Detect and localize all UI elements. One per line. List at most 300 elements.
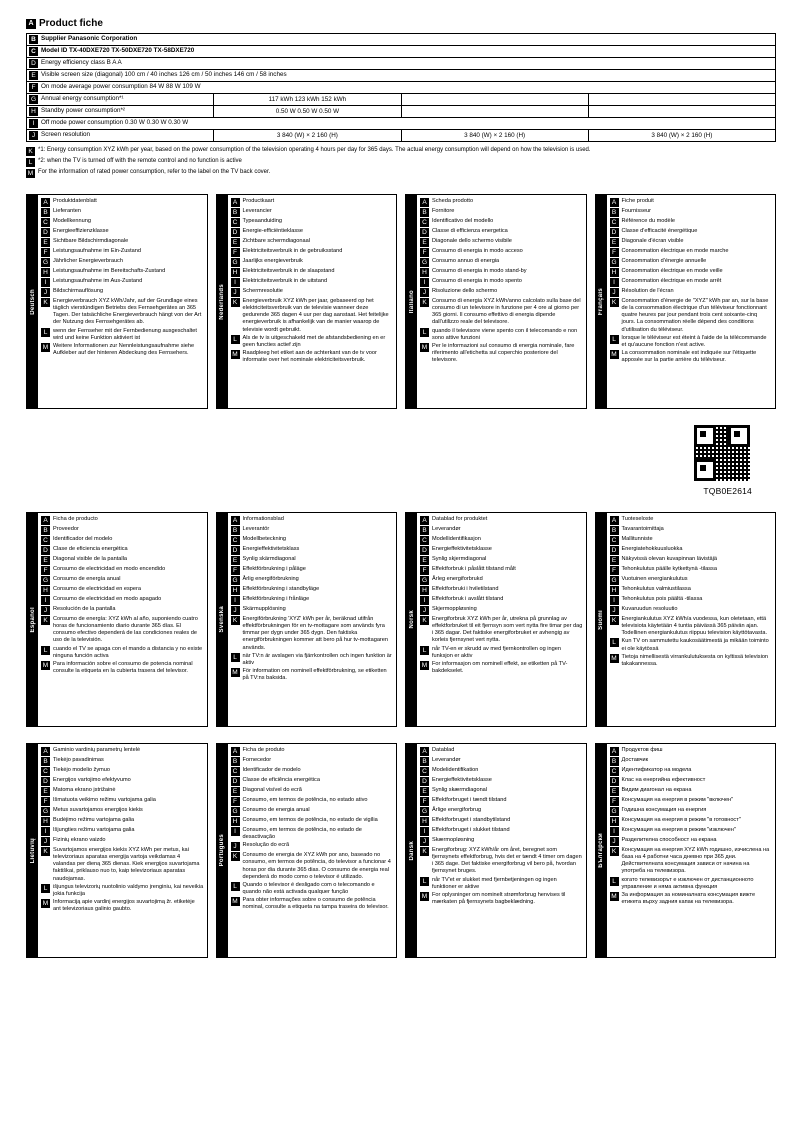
list-item [231, 817, 394, 826]
item-badge: J [41, 288, 50, 297]
item-badge: J [420, 837, 429, 846]
item-badge: C [231, 536, 240, 545]
item-badge: H [420, 586, 429, 595]
item-text: Para obter informações sobre o consumo de potência nominal, consulte a etiqueta na tampa traseira do televisor. [242, 897, 389, 911]
item-badge: G [611, 808, 617, 815]
list-item [610, 208, 773, 217]
list-item [231, 228, 394, 237]
list-item [610, 526, 773, 535]
list-item [420, 238, 583, 247]
list-item [41, 298, 204, 327]
list-item [420, 837, 583, 846]
item-text: Suvartojamos energijos kiekis XYZ kWh per metus, kai televizoriaus aparatas energija vartoja veikdamas 4 valandas per dieną 365 dienas. Kiek energijos suvartojama faktiškai, priklauso nuo to, kaip televizoriaus aparatas naudojamas. [53, 847, 200, 882]
list-item [41, 536, 204, 545]
item-text: Identificativo del modello [432, 218, 494, 224]
item-badge: B [41, 757, 50, 766]
item-badge: A [41, 198, 50, 207]
item-badge: D [610, 228, 619, 237]
list-item [420, 877, 583, 891]
language-block [216, 743, 398, 958]
language-block [405, 512, 587, 727]
row-label: Visible screen size (diagonal) 100 cm / 40 inches 126 cm / 50 inches 146 cm / 58 inches [41, 71, 287, 78]
list-item [41, 777, 204, 786]
item-badge: A [420, 747, 429, 756]
list-item [41, 526, 204, 535]
language-name: Português [219, 834, 225, 867]
item-text: Leverancier [242, 208, 272, 214]
item-badge: G [232, 808, 238, 815]
item-text: Идентификатор на модела [621, 767, 692, 773]
list-item [420, 576, 583, 585]
item-text: За информация за номиналната консумация вижте етикета върху задния капак на телевизора. [621, 891, 756, 906]
item-badge: H [420, 817, 429, 826]
item-text: Diagonale dello schermo visibile [432, 238, 512, 244]
list-item [231, 596, 394, 605]
item-text: Effektforbruget i slukket tilstand [432, 827, 510, 833]
item-text: Gaminio vardinių parametrų lentelė [53, 747, 141, 753]
item-badge: C [610, 218, 619, 227]
language-block [595, 743, 777, 958]
language-tab [596, 513, 607, 726]
list-item [41, 586, 204, 595]
item-badge: I [420, 596, 429, 605]
item-text: Consumo di energia XYZ kWh/anno calcolato sulla base del consumo di un televisore in funzione per 4 ore al giorno per 365 giorni. Il consumo effettivo di energia dipende dall'utilizzo reale del televisore. [432, 298, 581, 326]
list-item [420, 228, 583, 237]
list-item [41, 757, 204, 766]
list-item [231, 606, 394, 615]
qr-area [26, 423, 776, 496]
item-text: Produktdatenblatt [53, 198, 97, 204]
item-badge: I [610, 827, 619, 836]
item-text: Matoma ekrano įstrižainė [53, 787, 116, 793]
list-item [41, 238, 204, 247]
item-badge: L [231, 882, 240, 891]
item-text: Energiförbrukning 'XYZ' kWh per år, beräknad utifrån effektförbrukningen för en tv-mottagare som används fyra timmar per dygn under 365 dygn. Den faktiska energiförbrukningen kommer att bero på hur tv-mottagaren används. [242, 616, 389, 651]
item-badge: K [41, 847, 50, 856]
item-badge: H [610, 268, 619, 277]
list-item [231, 258, 394, 267]
item-badge: E [41, 556, 50, 565]
list-item [420, 198, 583, 207]
item-badge: K [41, 298, 50, 307]
list-item [41, 576, 204, 585]
item-badge: C [420, 767, 429, 776]
item-badge: L [610, 877, 619, 886]
row-label: Screen resolution [41, 131, 91, 138]
item-text: Datablad [432, 747, 455, 753]
language-items [38, 195, 207, 408]
item-text: når TV-en er skrudd av med fjernkontrollen og ingen funksjon er aktiv [432, 645, 561, 659]
list-item [610, 817, 773, 826]
list-item [610, 350, 773, 364]
item-text: Informationsblad [242, 516, 284, 522]
item-badge: J [231, 842, 240, 851]
item-badge: F [231, 566, 240, 575]
item-text: Zichtbare schermdiagonaal [242, 238, 310, 244]
item-text: Schermresolutie [242, 288, 283, 294]
item-badge: G [421, 577, 428, 584]
item-text: wenn der Fernseher mit der Fernbedienung ausgeschaltet wird und keine Funktion aktiviert ist [53, 327, 197, 341]
item-text: Energieverbrauch XYZ kWh/Jahr, auf der Grundlage eines täglich vierstündigen Betriebs des Fernsehgerätes an 365 Tagen. Der tatsächliche Energieverbrauch hängt von der Art der Nutzung des Fernsehgerätes ab. [53, 298, 202, 326]
item-text: Scheda prodotto [432, 198, 474, 204]
item-badge: B [610, 526, 619, 535]
language-block [26, 194, 208, 409]
item-text: Energieffektivitetsklass [242, 546, 300, 552]
row-badge: J [29, 131, 38, 140]
list-item [610, 198, 773, 207]
item-badge: D [41, 546, 50, 555]
item-badge: A [41, 747, 50, 756]
language-tab [596, 744, 607, 957]
table-cell-label [27, 94, 214, 106]
item-badge: F [41, 566, 50, 575]
item-badge: G [42, 808, 49, 815]
list-item [41, 884, 204, 898]
item-badge: K [231, 298, 240, 307]
table-cell-label [27, 46, 776, 58]
item-badge: H [231, 268, 240, 277]
language-name: Español [29, 606, 36, 633]
item-text: Tiekėjo modelio žymuo [53, 767, 110, 773]
list-item [41, 258, 204, 267]
language-name: Nederlands [219, 283, 225, 320]
item-badge: D [420, 546, 429, 555]
spec-table [26, 33, 776, 142]
item-text: Fiche produit [621, 198, 654, 204]
list-item [610, 787, 773, 796]
item-text: Metus suvartojamos energijos kiekis [53, 807, 143, 813]
item-text: Effektforbruget i standbytilstand [432, 817, 511, 823]
item-text: Effektförbrukning i påläge [242, 566, 306, 572]
item-badge: G [611, 577, 617, 584]
list-item [420, 328, 583, 342]
item-badge: I [420, 827, 429, 836]
list-item [610, 767, 773, 776]
item-text: Išmatuota veikimo režimu vartojama galia [53, 797, 156, 803]
language-tab [217, 513, 228, 726]
item-text: Tehonkulutus päälle kytkettynä -tilassa [621, 566, 717, 572]
footnote-badge: M [27, 170, 34, 177]
list-item [610, 576, 773, 585]
list-item [610, 777, 773, 786]
table-cell-label [27, 58, 776, 70]
language-block [26, 512, 208, 727]
language-name: Lietuvių [29, 837, 36, 864]
item-text: Quando o televisor é desligado com o telecomando e quando não está activada qualquer função [242, 881, 375, 896]
item-text: Résolution de l'écran [621, 288, 674, 294]
list-item [420, 807, 583, 816]
list-item [420, 596, 583, 605]
item-badge: M [42, 900, 49, 908]
item-badge: J [41, 606, 50, 615]
language-row-1 [26, 194, 776, 409]
item-badge: L [231, 653, 240, 662]
item-badge: E [231, 238, 240, 247]
item-text: Energieverbruik XYZ kWh per jaar, gebaseerd op het elektriciteitsverbruik van de televisie wanneer deze gedurende 365 dagen 4 uur per dag aanstaat. Het feitelijke energieverbruik is afhankelijk van de manier waarop de televisie wordt gebruikt. [242, 298, 389, 333]
table-cell-value [401, 94, 588, 106]
list-item [41, 208, 204, 217]
item-badge: I [420, 278, 429, 287]
list-item [420, 661, 583, 675]
item-text: For informasjon om nominell effekt, se etiketten på TV-bakdekselet. [432, 660, 568, 675]
item-text: Ficha de produto [242, 747, 285, 753]
item-text: Consumo de electricidad en modo encendido [53, 566, 166, 572]
list-item [610, 516, 773, 525]
item-badge: J [41, 837, 50, 846]
language-name: Deutsch [29, 288, 36, 315]
list-item [41, 827, 204, 836]
item-text: išjungus televizorių nuotolinio valdymo įrenginiu, kai neveikia jokia funkcija [53, 883, 204, 897]
list-item [420, 268, 583, 277]
row-badge: F [29, 83, 38, 92]
table-row [27, 94, 776, 106]
item-text: Budėjimo režimu vartojama galia [53, 817, 135, 823]
item-text: Energiankulutus XYZ kWh/a vuodessa, kun oletetaan, että televisiota käytetään 4 tuntia päivässä 365 päivän ajan. Todellinen energiankulutus riippuu television käyttötavasta. [621, 616, 768, 637]
list-item [610, 546, 773, 555]
row-label: Standby power consumption*² [41, 107, 126, 114]
item-text: Skærmopløsning [432, 837, 475, 843]
qr-code-label: TQB0E2614 [703, 486, 752, 496]
item-badge: L [41, 646, 50, 655]
footnote-text: *1: Energy consumption XYZ kWh per year, based on the power consumption of the television operating 4 hours per day for 365 days. The actual energy consumption will depend on how the television is used. [38, 147, 591, 153]
list-item [41, 198, 204, 207]
list-item [41, 343, 204, 357]
item-text: Diagonal visível do ecrã [242, 787, 302, 793]
item-badge: H [610, 586, 619, 595]
item-text: Клас на енергийна ефективност [621, 777, 706, 783]
item-badge: E [610, 556, 619, 565]
item-text: Доставчик [621, 757, 649, 763]
item-badge: D [231, 777, 240, 786]
footnote [26, 169, 776, 178]
list-item [41, 596, 204, 605]
item-text: Išjungties režimu vartojama galia [53, 827, 135, 833]
row-label: Supplier Panasonic Corporation [41, 35, 138, 42]
item-text: Classe de eficiência energética [242, 777, 320, 783]
list-item [420, 646, 583, 660]
list-item [41, 248, 204, 257]
item-text: Identificador del modelo [53, 536, 113, 542]
item-badge: J [420, 606, 429, 615]
item-text: Elektriciteitsverbruik in de uitstand [242, 278, 328, 284]
page-title [26, 18, 776, 29]
item-text: Diagonal visible de la pantalla [53, 556, 128, 562]
item-text: Consumo di energia in modo stand-by [432, 268, 527, 274]
row-label: Energy efficiency class B A A [41, 59, 122, 66]
item-badge: E [41, 238, 50, 247]
list-item [231, 298, 394, 334]
item-text: Risoluzione dello schermo [432, 288, 498, 294]
item-text: Modellkennung [53, 218, 91, 224]
list-item [231, 827, 394, 841]
table-cell-value [588, 94, 775, 106]
item-badge: B [420, 757, 429, 766]
list-item [420, 847, 583, 876]
item-badge: M [611, 892, 617, 900]
list-item [420, 248, 583, 257]
item-badge: M [421, 343, 428, 351]
list-item [420, 218, 583, 227]
language-tab [596, 195, 607, 408]
item-text: Видим диагонал на екрана [621, 787, 692, 793]
item-text: Per le informazioni sul consumo di energia nominale, fare riferimento all'etichetta sul coperchio posteriore del televisore. [432, 342, 575, 364]
item-badge: K [420, 298, 429, 307]
item-badge: H [41, 817, 50, 826]
item-badge: D [231, 546, 240, 555]
item-badge: K [231, 852, 240, 861]
item-badge: H [420, 268, 429, 277]
list-item [231, 757, 394, 766]
list-item [420, 288, 583, 297]
item-badge: C [231, 767, 240, 776]
list-item [41, 616, 204, 645]
item-text: lorsque le téléviseur est éteint à l'aide de la télécommande et qu'aucune fonction n'est active. [621, 334, 767, 348]
item-badge: D [41, 228, 50, 237]
list-item [231, 882, 394, 896]
list-item [231, 268, 394, 277]
item-text: Tietoja nimellisestä virrankulutuksesta on kyltissä television takakannessa. [621, 653, 769, 667]
item-badge: C [610, 767, 619, 776]
item-text: Elektriciteitsverbruik in de gebruiksstand [242, 248, 343, 254]
table-row [27, 70, 776, 82]
item-badge: A [610, 747, 619, 756]
list-item [610, 596, 773, 605]
item-text: Консумация на енергия в режим "в готовност" [621, 817, 741, 823]
item-text: Consommation électrique en mode veille [621, 268, 723, 274]
list-item [610, 877, 773, 891]
list-item [610, 606, 773, 615]
list-item [41, 797, 204, 806]
footnotes [26, 147, 776, 178]
row-badge: B [29, 35, 38, 44]
title-badge: A [26, 19, 36, 29]
item-badge: B [420, 526, 429, 535]
item-badge: K [231, 616, 240, 625]
table-cell-label [27, 130, 214, 142]
item-badge: L [610, 638, 619, 647]
list-item [420, 536, 583, 545]
item-text: Lieferanten [53, 208, 81, 214]
item-badge: E [41, 787, 50, 796]
list-item [41, 837, 204, 846]
list-item [231, 616, 394, 652]
list-item [41, 747, 204, 756]
item-badge: M [611, 351, 617, 359]
item-text: Mallitunniste [621, 536, 653, 542]
item-badge: I [41, 278, 50, 287]
item-badge: F [420, 797, 429, 806]
item-text: Productkaart [242, 198, 275, 204]
list-item [41, 646, 204, 660]
table-cell-value: 3 840 (W) × 2 160 (H) [214, 130, 401, 142]
item-badge: B [41, 526, 50, 535]
list-item [420, 606, 583, 615]
item-text: Datablad for produktet [432, 516, 488, 522]
list-item [610, 228, 773, 237]
table-cell-value: 3 840 (W) × 2 160 (H) [401, 130, 588, 142]
table-cell-label [27, 82, 776, 94]
table-row [27, 34, 776, 46]
item-badge: F [231, 248, 240, 257]
item-text: Leverandør [432, 526, 461, 532]
language-items [607, 195, 776, 408]
item-text: Energiforbrug: XYZ kWh/år om året, beregnet som fjernsynets effektforbrug, hvis det er tændt 4 timer om dagen i 365 dage. Det faktiske energiforbrug vil bero på, hvordan fjernsynet bruges. [432, 847, 582, 875]
item-badge: E [231, 787, 240, 796]
list-item [231, 536, 394, 545]
list-item [231, 668, 394, 682]
list-item [610, 807, 773, 816]
item-badge: H [231, 817, 240, 826]
table-row [27, 82, 776, 94]
item-badge: B [420, 208, 429, 217]
item-text: Tiekėjo pavadinimas [53, 757, 104, 763]
language-tab [27, 513, 38, 726]
item-text: Fornitore [432, 208, 455, 214]
item-text: Consumo di energia in modo acceso [432, 248, 523, 254]
list-item [610, 268, 773, 277]
item-badge: G [421, 259, 428, 266]
list-item [420, 747, 583, 756]
item-badge: B [231, 208, 240, 217]
row-label: On mode average power consumption 84 W 88 W 109 W [41, 83, 201, 90]
item-badge: I [41, 827, 50, 836]
item-badge: I [610, 596, 619, 605]
table-cell-label [27, 106, 214, 118]
row-label: Model ID TX-40DXE720 TX-50DXE720 TX-58DXE720 [41, 47, 195, 54]
list-item [231, 797, 394, 806]
language-items [228, 513, 397, 726]
list-item [231, 566, 394, 575]
list-item [231, 248, 394, 257]
list-item [610, 566, 773, 575]
language-items [607, 744, 776, 957]
item-badge: F [420, 566, 429, 575]
list-item [420, 546, 583, 555]
item-text: Raadpleeg het etiket aan de achterkant van de tv voor informatie over het nominale elektriciteitsverbruik. [242, 350, 377, 364]
list-item [420, 298, 583, 327]
item-text: Elektriciteitsverbruik in de slaapstand [242, 268, 335, 274]
list-item [610, 536, 773, 545]
item-text: Разделителна способност на екрана [621, 837, 717, 843]
list-item [420, 817, 583, 826]
language-items [38, 744, 207, 957]
item-text: Effektforbruget i tændt tilstand [432, 797, 507, 803]
item-badge: E [231, 556, 240, 565]
item-badge: C [41, 767, 50, 776]
item-text: Identificador de modelo [242, 767, 301, 773]
table-cell-label [27, 118, 776, 130]
list-item [231, 767, 394, 776]
list-item [41, 328, 204, 342]
item-badge: J [231, 288, 240, 297]
item-text: Продуктов фиш [621, 747, 663, 753]
item-text: For oplysninger om nominelt strømforbrug henvises til mærkaten på fjernsynets bagbeklædning. [432, 891, 566, 906]
list-item [41, 817, 204, 826]
list-item [610, 288, 773, 297]
list-item [41, 288, 204, 297]
footnote [26, 158, 776, 167]
list-item [610, 278, 773, 287]
table-row [27, 46, 776, 58]
item-badge: I [41, 596, 50, 605]
item-text: Modellbeteckning [242, 536, 287, 542]
item-badge: E [610, 238, 619, 247]
item-text: når TV'et er slukket med fjernbetjeningen og ingen funktioner er aktive [432, 876, 557, 890]
language-block [216, 512, 398, 727]
item-badge: C [420, 536, 429, 545]
item-text: Годишна консумация на енергия [621, 807, 707, 813]
item-text: Synlig skærmdiagonal [432, 787, 488, 793]
